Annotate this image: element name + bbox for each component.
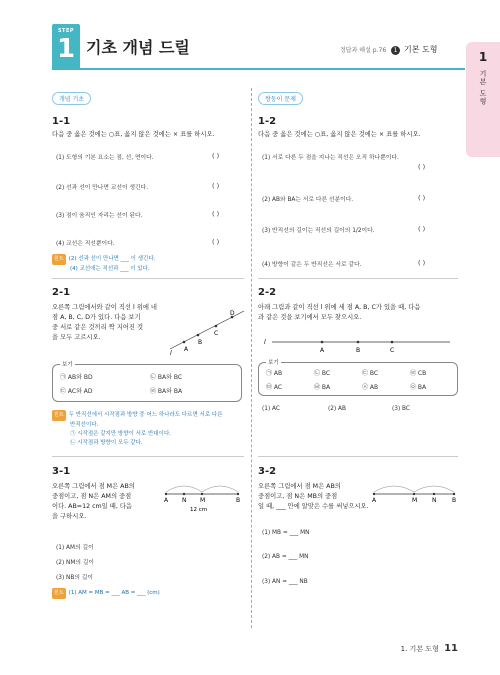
problem-question: 다음 중 옳은 것에는 ○표, 옳지 않은 것에는 × 표를 하시오. [258,131,421,138]
point-b [357,341,360,344]
point-a [165,493,167,495]
arc [166,486,202,492]
point-label: B [236,497,241,504]
page-number: 11 [444,643,458,654]
hint-tag: 힌트 [52,410,66,421]
problem-number: 3-1 [52,466,71,477]
answer-blank[interactable]: ( ) [212,182,220,190]
hint-text: (2) 선과 선이 만나면 ___ 이 생긴다. [68,256,156,262]
option-item: ㉣ BA와 BA [150,388,183,395]
point-a [183,341,186,344]
hint-block [52,254,155,274]
problem-item: (2) AB와 BA는 서로 다른 선분이다. [262,197,354,203]
point-label: B [356,347,361,354]
length-label: 12 cm [190,507,208,513]
chapter-number-badge: 1 [391,46,400,55]
chapter-side-tab [466,42,500,157]
answer-item: (3) BC [392,406,410,412]
problem-number: 1-2 [258,116,277,127]
section-tag-twin: 쌍둥이 문제 [258,92,303,105]
point-b [237,493,239,495]
hint-text: ㉡ 시작점과 방향이 모두 같다. [70,440,143,446]
problem-item: (3) 점이 움직인 자리는 선이 된다. [56,213,143,219]
answer-blank[interactable]: ( ) [212,152,220,160]
question-line: 중점이고, 점 N은 AM의 중점 [52,493,132,500]
answer-item: (1) AC [262,406,280,412]
side-tab-number: 1 [478,50,488,64]
answer-blank[interactable]: ( ) [212,238,220,246]
problem-item: (4) 교선은 직선뿐이다. [56,241,115,247]
problem-number: 3-2 [258,466,277,477]
hint-text: (4) 교선에는 직선과 ___ 이 있다. [70,266,150,272]
answer-blank[interactable]: ( ) [212,210,220,218]
point-m [413,493,415,495]
arc [202,486,238,492]
header-rule [52,68,465,70]
hint-text: (1) AM = MB = ___ AB = ___ (cm) [68,590,160,596]
point-label: A [320,347,325,354]
point-n [433,493,435,495]
section-tag-basic: 개념 기초 [52,92,91,105]
problem-question [258,303,420,323]
point-a [373,493,375,495]
option-item: ㉥ BA [314,384,331,391]
option-item: ㉠ AB [266,370,283,377]
problem-item: (1) 도형의 기본 요소는 점, 선, 면이다. [56,155,154,161]
column-divider [251,88,252,628]
question-line: 점 A, B, C, D가 있다. 다음 보기 [52,314,141,321]
hint-text: 두 반직선에서 시작점과 방향 중 어느 하나라도 다르면 서로 다른 [68,412,223,418]
section-separator [258,278,458,279]
point-c [215,325,218,328]
option-item: ㉧ BA [410,384,427,391]
line-diagram [262,334,452,354]
option-item: ㉡ BA와 BC [150,374,183,381]
page-footer [401,643,458,654]
answer-blank[interactable]: ( ) [418,194,426,202]
problem-item: (2) AB = ___ MN [262,554,309,560]
answer-reference: 정답과 해설 p.76 [340,47,387,54]
problem-item: (1) 서로 다른 두 점을 지나는 직선은 오직 하나뿐이다. [262,155,399,161]
problem-number: 2-2 [258,287,277,298]
point-b [197,334,200,337]
options-box [52,364,242,402]
header-reference [340,44,437,55]
segment-diagram [160,478,246,514]
question-line: 아래 그림과 같이 직선 l 위에 세 점 A, B, C가 있을 때, 다음 [258,304,421,311]
problem-item: (1) MB = ___ MN [262,530,310,536]
question-line: 오른쪽 그림에서 점 M은 AB의 [52,483,135,490]
point-label: C [214,330,219,337]
option-item: ㉦ AB [362,384,379,391]
option-item: ㉢ BC [362,370,379,377]
line-diagram [168,305,246,355]
answer-blank[interactable]: ( ) [418,225,426,233]
point-b [453,493,455,495]
problem-question: 다음 중 옳은 것에는 ○표, 옳지 않은 것에는 × 표를 하시오. [52,131,215,138]
segment-diagram [368,478,460,506]
point-label: M [200,497,206,504]
question-line: 중점이고, 점 N은 MB의 중점 [258,493,338,500]
section-separator [258,456,458,457]
line-label: l [264,339,266,346]
problem-question [52,303,157,343]
hint-text: ㉠ 시작점은 같지만 방향이 서로 반대이다. [70,431,171,437]
option-item: ㉠ AB와 BD [60,374,93,381]
question-line: 오른쪽 그림에서 점 M은 AB의 [258,483,341,490]
hint-block [52,410,247,448]
question-line: 일 때, ___ 안에 알맞은 수를 써넣으시오. [258,503,369,510]
problem-number: 2-1 [52,287,71,298]
point-label: C [390,347,395,354]
step-label: STEP [57,28,75,34]
section-separator [52,278,244,279]
problem-item: (2) 선과 선이 만나면 교선이 생긴다. [56,185,149,191]
question-line: 과 같은 것을 보기에서 모두 찾으시오. [258,314,362,321]
point-label: M [412,497,418,504]
chapter-name: 기본 도형 [404,45,438,54]
page-title: 기초 개념 드릴 [86,38,190,57]
question-line: 중 서로 같은 것끼리 짝 지어진 것 [52,324,144,331]
options-box [258,362,458,396]
point-a [321,341,324,344]
hint-block [52,588,160,599]
footer-chapter: 1. 기본 도형 [400,645,439,653]
question-line: 이다. AB=12 cm일 때, 다음 [52,503,133,510]
option-item: ㉤ AC [266,384,283,391]
point-label: B [198,339,203,346]
options-box-label: 보기 [62,362,73,368]
point-label: B [452,497,457,504]
option-item: ㉣ CB [410,370,427,377]
point-label: A [184,346,189,353]
point-n [183,493,185,495]
problem-question [52,482,135,522]
problem-item: (3) 반직선의 길이는 직선의 길이의 1/2이다. [262,228,375,234]
arc [374,486,414,492]
problem-number: 1-1 [52,116,71,127]
options-box-label: 보기 [268,360,279,366]
side-tab-text: 기본 도형 [479,70,487,106]
option-item: ㉡ BC [314,370,331,377]
answer-item: (2) AB [328,406,346,412]
problem-item: (1) AM의 길이 [56,545,94,551]
step-badge [52,24,80,70]
point-label: D [230,310,235,317]
problem-item: (4) 방향이 같은 두 반직선은 서로 같다. [262,262,362,268]
line-label: l [170,350,172,355]
problem-item: (2) NM의 길이 [56,560,95,566]
answer-blank[interactable]: ( ) [418,259,426,267]
arc [414,486,454,492]
hint-tag: 힌트 [52,588,66,599]
hint-tag: 힌트 [52,254,66,265]
point-label: N [182,497,187,504]
section-separator [52,456,244,457]
point-label: A [372,497,377,504]
question-line: 을 모두 고르시오. [52,334,101,341]
answer-blank[interactable]: ( ) [418,163,426,171]
hint-text: 반직선이다. [70,422,99,428]
problem-item: (3) AN = ___ NB [262,579,308,585]
question-line: 오른쪽 그림에서와 같이 직선 l 위에 네 [52,304,158,311]
step-number: 1 [56,34,76,64]
problem-question [258,482,369,512]
point-label: A [164,497,169,504]
point-label: N [432,497,437,504]
problem-item: (3) NB의 길이 [56,575,94,581]
question-line: 을 구하시오. [52,513,87,520]
point-m [201,493,203,495]
option-item: ㉢ AC와 AD [60,388,93,395]
point-c [391,341,394,344]
